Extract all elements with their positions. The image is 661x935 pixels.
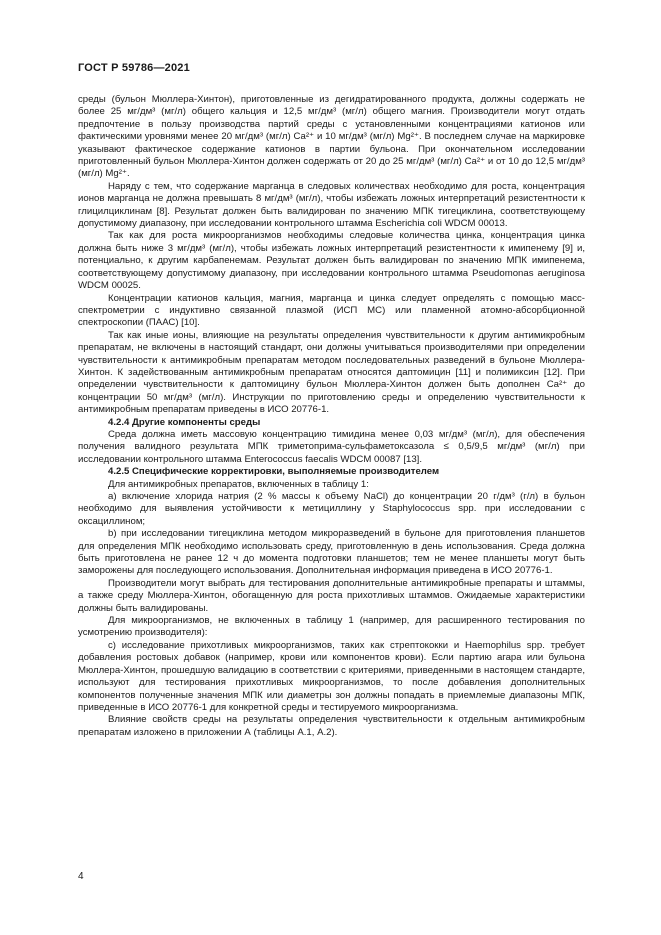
paragraph: Для микроорганизмов, не включенных в таблицу 1 (например, для расширенного тестирования по усмотрению производителя):: [78, 615, 585, 639]
page-number: 4: [78, 871, 84, 882]
paragraph: среды (бульон Мюллера-Хинтон), приготовленные из дегидратированного продукта, должны содержать не более 25 мг/дм³ (мг/л) общего кальция и 12,5 мг/дм³ (мг/л) общего магния. Производители могут отдать предпочтение в пользу производства партий среды с установленными концентрациями катионов или фактическими уровнями менее 20 мг/дм³ (мг/л) Ca²⁺ и 10 мг/дм³ (мг/л) Mg²⁺. В последнем случае на маркировке указывают фактическое содержание катионов в партии бульона. При окончательном исследовании приготовленный бульон Мюллера-Хинтон должен содержать от 20 до 25 мг/дм³ (мг/л) Ca²⁺ и от 10 до 12,5 мг/дм³ (мг/л) Mg²⁺.: [78, 94, 585, 180]
paragraph: Для антимикробных препаратов, включенных в таблицу 1:: [108, 478, 369, 490]
paragraph: Среда должна иметь массовую концентрацию тимидина менее 0,03 мг/дм³ (мг/л), для обеспечения получения валидного результата МПК триметоприма-сульфаметоксазола ≤ 0,5/9,5 мг/дм³ (мг/л) при исследовании контрольного штамма Enterococcus faecalis WDCM 00087 [13].: [78, 428, 585, 465]
standard-header: ГОСТ Р 59786—2021: [78, 62, 190, 74]
paragraph: Концентрации катионов кальция, магния, марганца и цинка следует определять с помощью масс-спектрометрии с индуктивно связанной плазмой (ИСП МС) или пламенной атомно-абсорбционной спектроскопии (ПААС) [10].: [78, 292, 585, 329]
list-item: b) при исследовании тигециклина методом микроразведений в бульоне для приготовления планшетов для определения МПК необходимо использовать среду, приготовленную в день использования. Среда должна быть приготовлена не ранее 12 ч до момента подготовки планшетов; тем не менее планшеты могут быть заморожены для последующего использования. Дополнительная информация приведена в ИСО 20776-1.: [78, 528, 585, 577]
list-item: c) исследование прихотливых микроорганизмов, таких как стрептококки и Haemophilus spp. требует добавления ростовых добавок (например, крови или компонентов крови). Если партию агара или бульона Мюллера-Хинтон, прошедшую валидацию в соответствии с критериями, приведенными в настоящем стандарте, используют для тестирования прихотливых микроорганизмов, то после добавления дополнительных компонентов полученные значения МПК или диаметры зон должны попадать в приемлемые диапазоны МПК, приведенные в ИСО 20776-1 для конкретной среды и тестируемого микроорганизма.: [78, 639, 585, 713]
paragraph: Так как иные ионы, влияющие на результаты определения чувствительности к другим антимикробным препаратам, не включены в настоящий стандарт, они должны учитываться производителями при определении чувствительности к антимикробным препаратам методом последовательных разведений в бульоне Мюллера-Хинтон. К задействованным антимикробным препаратам относятся даптомицин [11] и полимиксин [12]. При определении чувствительности к даптомицину бульон Мюллера-Хинтон должен быть дополнен Ca²⁺ до концентрации 50 мг/дм³ (мг/л). Инструкции по приготовлению среды и определению чувствительности к антимикробным препаратам приведены в ИСО 20776-1.: [78, 329, 585, 416]
paragraph: Так как для роста микроорганизмов необходимы следовые количества цинка, концентрация цинка должна быть ниже 3 мг/дм³ (мг/л), чтобы избежать ложных интерпретаций резистентности к имипенему [9] и, потенциально, к другим карбапенемам. Результат должен быть валидирован по значению МПК имипенема, соответствующему допустимому диапазону, при исследовании контрольного штамма Pseudomonas aeruginosa WDCM 00025.: [78, 230, 585, 292]
section-heading: 4.2.5 Специфические корректировки, выполняемые производителем: [108, 466, 440, 478]
list-item: a) включение хлорида натрия (2 % массы к объему NaCl) до концентрации 20 г/дм³ (г/л) в бульон необходимо для выявления устойчивости к метициллину у Staphylococcus spp. при исследовании с оксациллином;: [78, 491, 585, 527]
section-heading: 4.2.4 Другие компоненты среды: [108, 416, 261, 428]
paragraph: Производители могут выбрать для тестирования дополнительные антимикробные препараты и штаммы, а также среду Мюллера-Хинтон, обогащенную для роста прихотливых штаммов. Ожидаемые характеристики должны быть валидированы.: [78, 577, 585, 614]
paragraph: Влияние свойств среды на результаты определения чувствительности к отдельным антимикробным препаратам изложено в приложении А (таблицы А.1, А.2).: [78, 714, 585, 738]
body-text: [78, 94, 585, 739]
paragraph: Наряду с тем, что содержание марганца в следовых количествах необходимо для роста, концентрация ионов марганца не должна превышать 8 мг/дм³ (мг/л), чтобы избежать ложных интерпретаций резистентности к глицилциклинам [8]. Результат должен быть валидирован по значению МПК тигециклина, соответствующему допустимому диапазону, при исследовании контрольного штамма Escherichia coli WDCM 00013.: [78, 180, 585, 230]
